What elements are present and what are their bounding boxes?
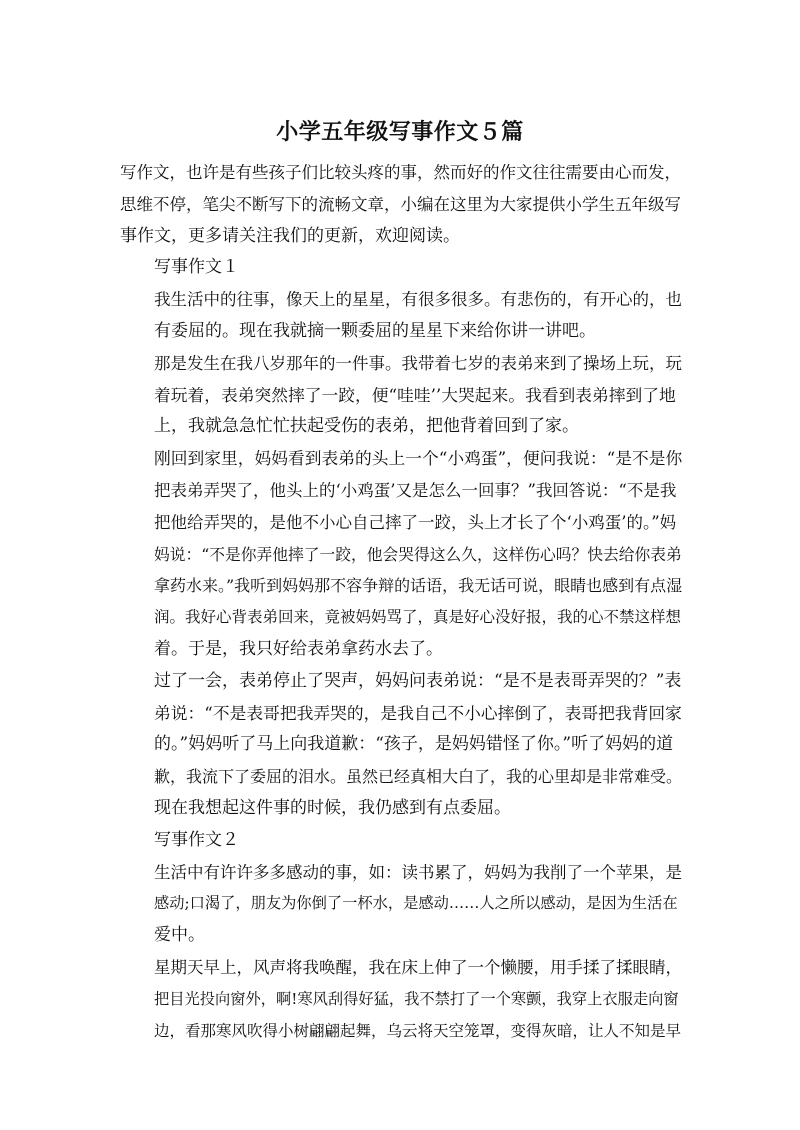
text-line: 弟说：“不是表哥把我弄哭的，是我自己不小心摔倒了，表哥把我背回家	[154, 702, 682, 723]
text-line: 歉，我流下了委屈的泪水。虽然已经真相大白了，我的心里却是非常难受。	[154, 767, 683, 787]
article-body	[120, 157, 682, 1047]
text-line: 把表弟弄哭了，他头上的‘小鸡蛋’又是怎么一回事？”我回答说：“不是我	[154, 480, 677, 500]
text-line: 的。”妈妈听了马上向我道歉：“孩子，是妈妈错怪了你。”听了妈妈的道	[154, 734, 674, 755]
text-line: 那是发生在我八岁那年的一件事。我带着七岁的表弟来到了操场上玩，玩	[154, 353, 682, 373]
paragraph	[120, 857, 682, 952]
text-line: 着玩着，表弟突然摔了一跤，便“哇哇’’大哭起来。我看到表弟摔到了地	[154, 384, 676, 405]
text-line: 过了一会，表弟停止了哭声，妈妈问表弟说：“是不是表哥弄哭的？”表	[154, 670, 682, 691]
text-line: 现在我想起这件事的时候，我仍感到有点委屈。	[154, 797, 511, 818]
text-line: 有委屈的。现在我就摘一颗委屈的星星下来给你讲一讲吧。	[154, 320, 596, 341]
paragraph	[120, 825, 682, 857]
paragraph	[120, 666, 682, 793]
paragraph	[120, 793, 682, 825]
text-line: 妈说：“不是你弄他摔了一跤，他会哭得这么久，这样伤心吗？快去给你表弟	[154, 544, 682, 564]
document-title: 小学五年级写事作文５篇	[276, 120, 524, 145]
paragraph	[120, 348, 682, 443]
text-line: 生活中有许许多多感动的事，如：读书累了，妈妈为我削了一个苹果，是	[154, 862, 682, 882]
text-line: 写作文，也许是有些孩子们比较头疼的事，然而好的作文往往需要由心而发，	[120, 163, 681, 182]
text-line: 着。于是，我只好给表弟拿药水去了。	[154, 638, 443, 659]
paragraph	[120, 252, 682, 284]
text-line: 事作文，更多请关注我们的更新，欢迎阅读。	[120, 225, 460, 246]
text-line: 上，我就急急忙忙扶起受伤的表弟，把他背着回到了家。	[154, 416, 579, 437]
text-line: 爱中。	[154, 925, 205, 946]
text-line: 我生活中的往事，像天上的星星，有很多很多。有悲伤的，有开心的，也	[154, 290, 682, 310]
text-line: 拿药水来。”我听到妈妈那不容争辩的话语，我无话可说，眼睛也感到有点湿	[154, 576, 683, 596]
text-line: 边，看那寒风吹得小树翩翩起舞，乌云将天空笼罩，变得灰暗，让人不知是早	[154, 1021, 682, 1040]
paragraph	[120, 284, 682, 348]
text-line: 写事作文２	[154, 829, 239, 850]
text-line: 思维不停，笔尖不断写下的流畅文章，小编在这里为大家提供小学生五年级写	[120, 194, 681, 214]
text-line: 把他给弄哭的，是他不小心自己摔了一跤，头上才长了个‘小鸡蛋’的。”妈	[154, 512, 677, 532]
paragraph	[120, 952, 682, 1047]
text-line: 写事作文１	[154, 257, 239, 278]
text-line: 感动;口渴了，朋友为你倒了一杯水，是感动……人之所以感动，是因为生活在	[154, 894, 678, 913]
text-line: 刚回到家里，妈妈看到表弟的头上一个“小鸡蛋”，便问我说：“是不是你	[154, 448, 683, 469]
text-line: 星期天早上，风声将我唤醒，我在床上伸了一个懒腰，用手揉了揉眼睛，	[154, 957, 682, 977]
text-line: 润。我好心背表弟回来，竟被妈妈骂了，真是好心没好报，我的心不禁这样想	[154, 608, 682, 627]
text-line: 把目光投向窗外，啊!寒风刮得好猛，我不禁打了一个寒颤，我穿上衣服走向窗	[154, 989, 679, 1008]
paragraph	[120, 157, 682, 252]
paragraph	[120, 443, 682, 666]
